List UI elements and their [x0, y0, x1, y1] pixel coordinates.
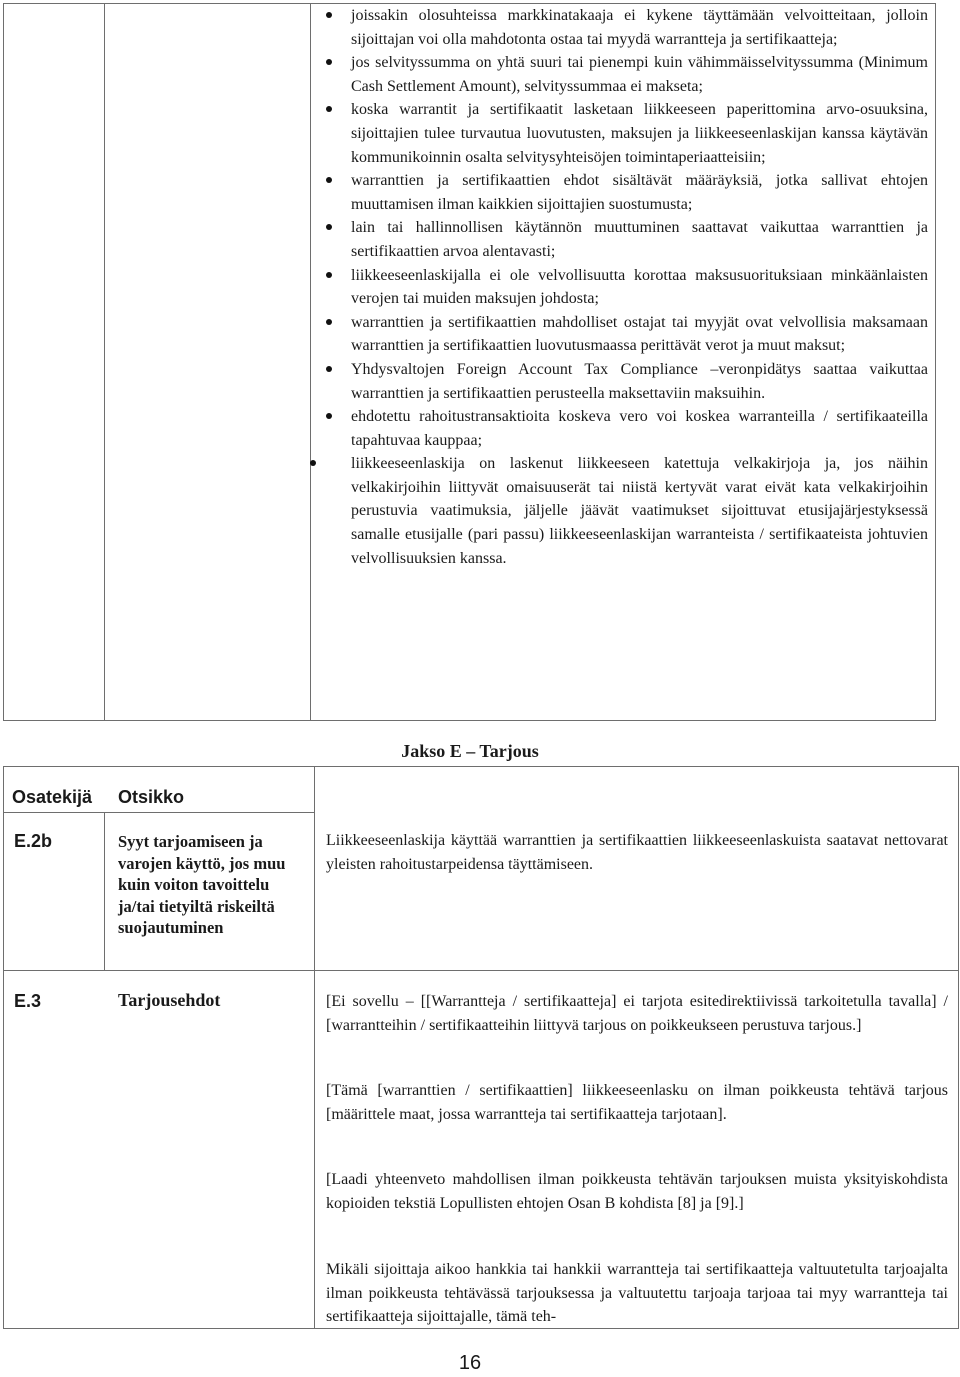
- section-title: Jakso E – Tarjous: [401, 741, 539, 761]
- bullet-icon: [326, 366, 332, 372]
- offer-terms-paragraph: [Tämä [warranttien / sertifikaattien] liikkeeseenlasku on ilman poikkeusta tehtävä tarjous [määrittele maat, jossa warrantteja tai sertifikaatteja tarjotaan].: [326, 1082, 948, 1123]
- bullet-icon: [310, 460, 316, 466]
- risk-text: liikkeeseenlaskijalla ei ole velvollisuutta korottaa maksusuorituksiaan minkäänlaisten verojen tai muiden maksujen johdosta;: [351, 266, 928, 308]
- list-item: [316, 311, 928, 358]
- element-title: Syyt tarjoamiseen ja varojen käyttö, jos muu kuin voiton tavoittelu ja/tai tietyiltä riskeiltä suojautuminen: [118, 832, 286, 938]
- risk-text: lain tai hallinnollisen käytännön muuttuminen saattavat vaikuttaa warranttien ja sertifikaattien arvoa alentavasti;: [351, 219, 928, 260]
- page-number: 16: [458, 1352, 482, 1374]
- bullet-icon: [326, 59, 332, 65]
- list-item: [316, 216, 928, 263]
- table-divider: [3, 812, 314, 813]
- column-header-otsikko: Otsikko: [118, 787, 185, 807]
- list-item: [316, 405, 928, 452]
- table-divider: [314, 766, 315, 1329]
- offer-terms-paragraph: [Ei sovellu – [[Warrantteja / sertifikaatteja] ei tarjota esitedirektiivissä tarkoitetulla tavalla] / [warrantteihin / sertifikaatteihin liittyvä tarjous on poikkeukseen perustuva tarjous.]: [326, 993, 948, 1034]
- risk-bullet-list: [316, 4, 928, 570]
- bullet-icon: [326, 272, 332, 278]
- list-item: [316, 98, 928, 169]
- table-divider: [3, 970, 959, 971]
- list-item: [316, 51, 928, 98]
- bullet-icon: [326, 106, 332, 112]
- list-item: [316, 169, 928, 216]
- table-divider: [310, 3, 311, 721]
- risk-text: ehdotettu rahoitustransaktioita koskeva vero voi koskea warranteilla / sertifikaateilla tapahtuvaa kauppaa;: [351, 408, 928, 449]
- element-id: E.3: [14, 991, 42, 1011]
- table-header-gap: [316, 767, 957, 813]
- list-item: [316, 358, 928, 405]
- list-item: [316, 452, 928, 570]
- bullet-icon: [326, 12, 332, 18]
- element-id: E.2b: [14, 831, 53, 851]
- risk-text: joissakin olosuhteissa markkinatakaaja ei kykene täyttämään velvoitteitaan, jolloin sijoittajan voi olla mahdotonta ostaa tai myydä warrantteja ja sertifikaatteja;: [351, 7, 928, 48]
- bullet-icon: [326, 413, 332, 419]
- offer-terms-paragraph: Mikäli sijoittaja aikoo hankkia tai hankkii warrantteja tai sertifikaatteja valtuutetulta tarjoajalta ilman poikkeusta tehtävässä tarjouksessa ja valtuutettu tarjoaja tarjoaa tai myy warrantteja tai sertifikaatteja sijoittajalle, tämä teh-: [326, 1261, 948, 1326]
- bullet-icon: [326, 177, 332, 183]
- list-item: [316, 4, 928, 51]
- column-header-osatekija: Osatekijä: [12, 787, 93, 807]
- risk-text: Yhdysvaltojen Foreign Account Tax Compliance –veronpidätys saattaa vaikuttaa warranttien ja sertifikaattien perusteella maksettaviin maksuihin.: [351, 360, 928, 402]
- risk-text: liikkeeseenlaskija on laskenut liikkeeseen katettuja velkakirjoja ja, jos näihin velkakirjoihin liittyvät omaisuuserät tai niistä kertyvät varat eivät kata velkakirjoihin perustuvia vaatimuksia, jäljelle jäävät vaatimukset sijoittuvat etusijajärjestyksessä samalle etusijalle (pari passu) liikkeeseenlaskijan warranteista / sertifikaateista johtuvien velvollisuuksien kanssa.: [351, 455, 928, 567]
- risk-text: koska warrantit ja sertifikaatit lasketaan liikkeeseen paperittomina arvo-osuuksina, sijoittajien tulee turvautua luovutusten, maksujen ja liikkeeseenlaskijan kanssa käytävän kommunikoinnin osalta selvitysyhteisöjen toimintaperiaatteisiin;: [351, 101, 928, 166]
- element-title: Tarjousehdot: [118, 990, 221, 1010]
- risk-text: warranttien ja sertifikaattien ehdot sisältävät määräyksiä, jotka sallivat ehtojen muuttamisen ilman kaikkien sijoittajien suostumusta;: [351, 172, 928, 213]
- offer-terms-paragraph: [Laadi yhteenveto mahdollisen ilman poikkeusta tehtävän tarjouksen muista yksityiskohdista kopioiden tekstiä Lopullisten ehtojen Osan B kohdista [8] ja [9].]: [326, 1171, 948, 1212]
- risk-text: jos selvityssumma on yhtä suuri tai pienempi kuin vähimmäisselvityssumma (Minimum Cash Settlement Amount), selvityssummaa ei makseta;: [351, 54, 928, 95]
- table-divider: [104, 812, 105, 970]
- element-text: Liikkeeseenlaskija käyttää warranttien ja sertifikaattien liikkeeseenlaskuista saatavat nettovarat yleisten rahoitustarpeidensa täyttämiseen.: [326, 832, 948, 873]
- list-item: [316, 264, 928, 311]
- table-divider: [104, 3, 105, 721]
- bullet-icon: [326, 224, 332, 230]
- bullet-icon: [326, 319, 332, 325]
- risk-text: warranttien ja sertifikaattien mahdolliset ostajat tai myyjät ovat velvollisia maksamaan warranttien ja sertifikaattien luovutusmaassa perittävät verot ja muut maksut;: [351, 313, 928, 355]
